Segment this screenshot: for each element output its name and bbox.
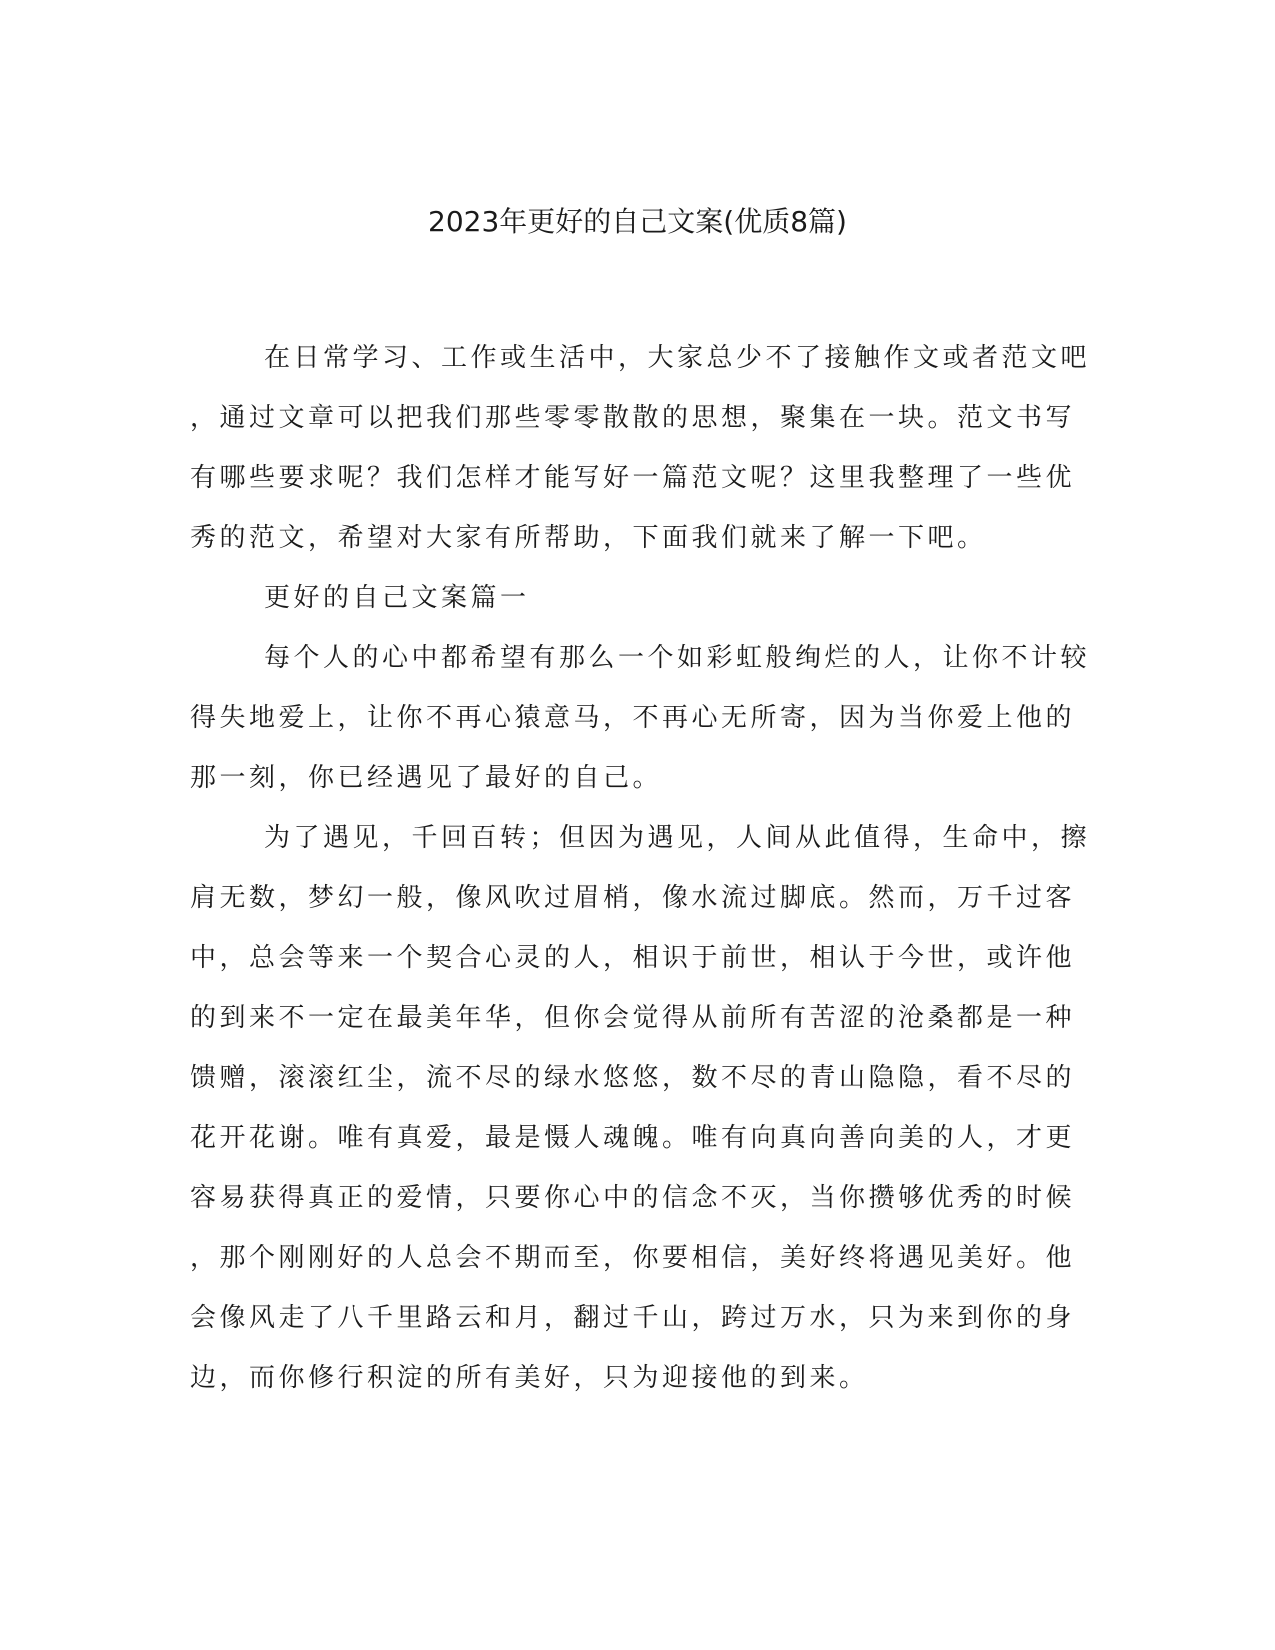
paragraph-line: 馈赠，滚滚红尘，流不尽的绿水悠悠，数不尽的青山隐隐，看不尽的 xyxy=(190,1063,1076,1093)
paragraph-line: 的到来不一定在最美年华，但你会觉得从前所有苦涩的沧桑都是一种 xyxy=(190,1003,1076,1033)
paragraph-line: 会像风走了八千里路云和月，翻过千山，跨过万水，只为来到你的身 xyxy=(190,1303,1076,1333)
paragraph-line: 有哪些要求呢？我们怎样才能写好一篇范文呢？这里我整理了一些优 xyxy=(190,463,1076,493)
paragraph-line: 花开花谢。唯有真爱，最是慑人魂魄。唯有向真向善向美的人，才更 xyxy=(190,1123,1076,1153)
paragraph-line: 中，总会等来一个契合心灵的人，相识于前世，相认于今世，或许他 xyxy=(190,943,1076,973)
paragraph-line: 每个人的心中都希望有那么一个如彩虹般绚烂的人，让你不计较 xyxy=(264,643,1091,673)
paragraph-line: 秀的范文，希望对大家有所帮助，下面我们就来了解一下吧。 xyxy=(190,523,987,553)
paragraph-line: 得失地爱上，让你不再心猿意马，不再心无所寄，因为当你爱上他的 xyxy=(190,703,1076,733)
paragraph-line: 为了遇见，千回百转；但因为遇见，人间从此值得，生命中，擦 xyxy=(264,823,1091,853)
document-title: 2023年更好的自己文案(优质8篇) xyxy=(428,205,847,238)
paragraph-line: ，通过文章可以把我们那些零零散散的思想，聚集在一块。范文书写 xyxy=(190,403,1076,433)
document-body xyxy=(190,328,1091,1408)
paragraph-line: 那一刻，你已经遇见了最好的自己。 xyxy=(190,763,663,793)
paragraph-line: 边，而你修行积淀的所有美好，只为迎接他的到来。 xyxy=(190,1363,869,1393)
section-heading: 更好的自己文案篇一 xyxy=(264,583,530,613)
paragraph-line: 在日常学习、工作或生活中，大家总少不了接触作文或者范文吧 xyxy=(264,343,1091,373)
paragraph-line: 肩无数，梦幻一般，像风吹过眉梢，像水流过脚底。然而，万千过客 xyxy=(190,883,1076,913)
paragraph-line: 容易获得真正的爱情，只要你心中的信念不灭，当你攒够优秀的时候 xyxy=(190,1183,1076,1213)
paragraph-line: ，那个刚刚好的人总会不期而至，你要相信，美好终将遇见美好。他 xyxy=(190,1243,1076,1273)
